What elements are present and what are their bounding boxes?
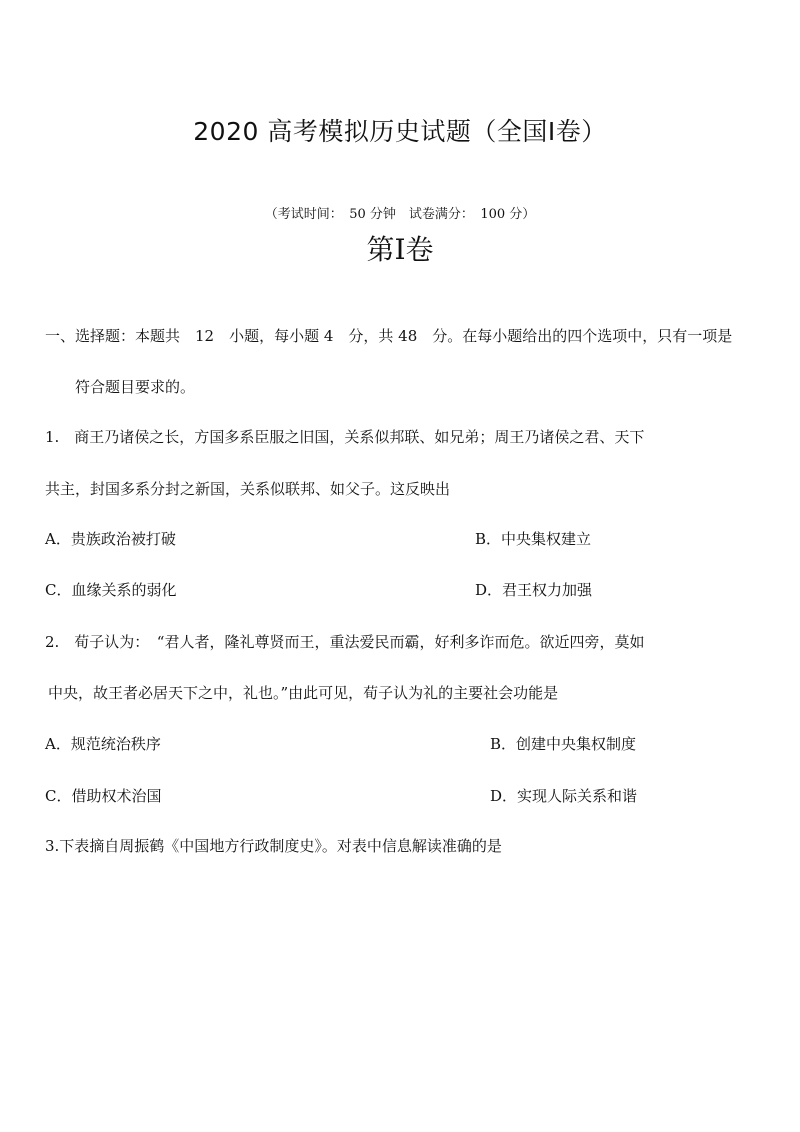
question-2-stem-line1: 2. 荀子认为： “君人者，隆礼尊贤而王，重法爱民而霸，好利多诈而危。欲近四旁，莫如: [45, 633, 645, 651]
question-2-option-a[interactable]: A．规范统治秩序: [45, 735, 161, 753]
question-1-stem-line1: 1. 商王乃诸侯之长，方国多系臣服之旧国，关系似邦联、如兄弟；周王乃诸侯之君、天下: [45, 428, 645, 446]
exam-info: （考试时间： 50 分钟 试卷满分： 100 分）: [264, 207, 536, 222]
question-2-option-b[interactable]: B．创建中央集权制度: [490, 735, 637, 753]
question-1-option-b[interactable]: B．中央集权建立: [475, 530, 592, 548]
question-1-option-a[interactable]: A．贵族政治被打破: [45, 530, 176, 548]
volume-heading: 第Ⅰ卷: [366, 233, 434, 266]
question-2-option-d[interactable]: D．实现人际关系和谐: [490, 787, 638, 805]
question-3-stem: 3.下表摘自周振鹤《中国地方行政制度史》。对表中信息解读准确的是: [45, 837, 502, 855]
question-2-stem-line2: 中央，故王者必居天下之中，礼也。”由此可见，荀子认为礼的主要社会功能是: [48, 684, 559, 702]
section-instruction-line1: 一、选择题：本题共 12 小题，每小题 4 分，共 48 分。在每小题给出的四个选项中，只有一项是: [45, 327, 733, 345]
question-1-stem-line2: 共主，封国多系分封之新国，关系似联邦、如父子。这反映出: [45, 480, 451, 498]
question-1-option-d[interactable]: D．君王权力加强: [475, 581, 593, 599]
exam-title: 2020 高考模拟历史试题（全国Ⅰ卷）: [193, 117, 607, 146]
question-1-option-c[interactable]: C．血缘关系的弱化: [45, 581, 177, 599]
question-2-option-c[interactable]: C．借助权术治国: [45, 787, 162, 805]
section-instruction-line2: 符合题目要求的。: [75, 378, 196, 396]
